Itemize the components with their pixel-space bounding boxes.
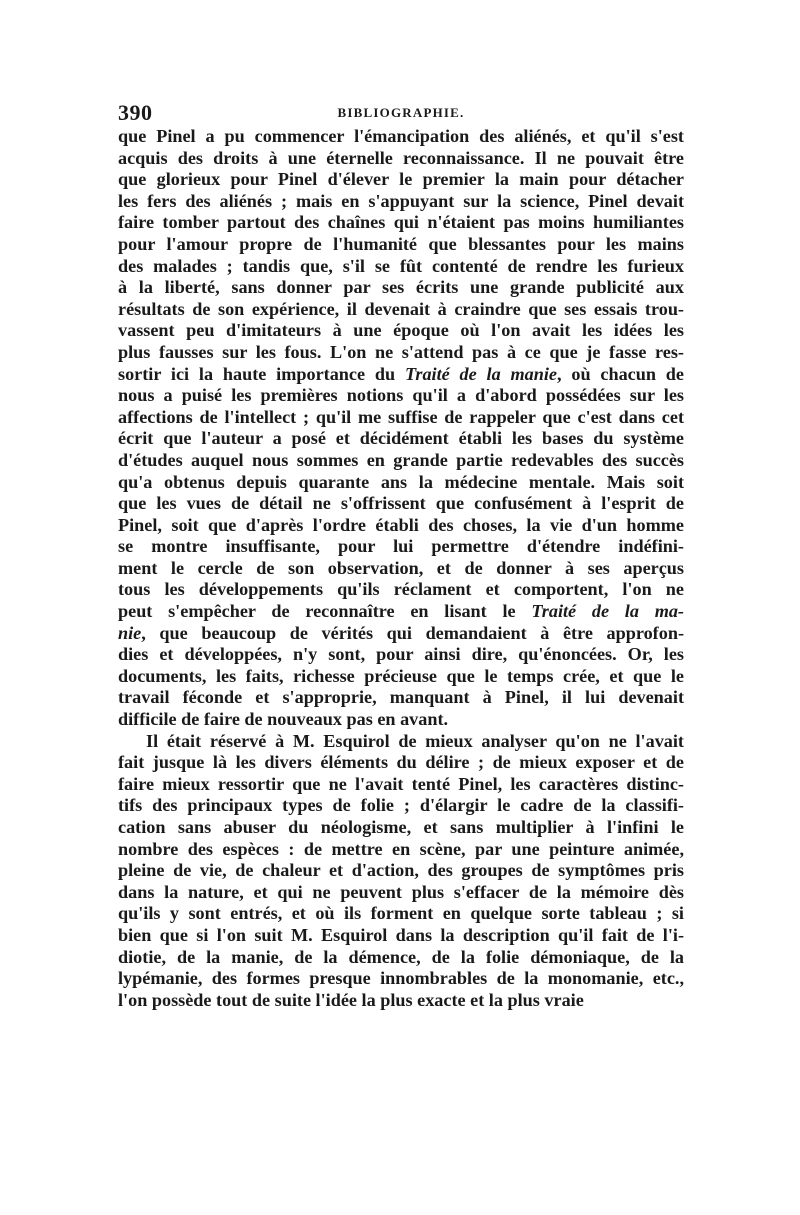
text-line: plus fausses sur les fous. L'on ne s'attend pas à ce que je fasse res- [118,341,684,362]
text-line: nombre des espèces : de mettre en scène, par une peinture animée, [118,838,684,859]
text-line: Pinel, soit que d'après l'ordre établi des choses, la vie d'un homme [118,514,684,535]
text-line: diotie, de la manie, de la démence, de la folie démoniaque, de la [118,946,684,967]
body-text [118,126,684,1011]
text-line: les fers des aliénés ; mais en s'appuyant sur la science, Pinel devait [118,190,684,211]
text-line: peut s'empêcher de reconnaître en lisant le Traité de la ma- [118,601,684,622]
text-line: pour l'amour propre de l'humanité que blessantes pour les mains [118,233,684,254]
text-line: affections de l'intellect ; qu'il me suffise de rappeler que c'est dans cet [118,406,684,427]
text-line: tifs des principaux types de folie ; d'élargir le cadre de la classifi- [118,795,684,816]
text-line: fait jusque là les divers éléments du délire ; de mieux exposer et de [118,752,684,773]
text-line: des malades ; tandis que, s'il se fût contenté de rendre les furieux [118,255,684,276]
text-line: difficile de faire de nouveaux pas en avant. [118,709,449,730]
text-line: tous les développements qu'ils réclament et comportent, l'on ne [118,579,684,600]
text-line: dans la nature, et qui ne peuvent plus s'effacer de la mémoire dès [118,881,684,902]
text-line: que glorieux pour Pinel d'élever le premier la main pour détacher [118,169,684,190]
text-line: l'on possède tout de suite l'idée la plus exacte et la plus vraie [118,989,584,1010]
text-line: cation sans abuser du néologisme, et sans multiplier à l'infini le [118,817,684,837]
text-line: écrit que l'auteur a posé et décidément établi les bases du système [118,428,684,449]
text-line: qu'a obtenus depuis quarante ans la médecine mentale. Mais soit [118,471,684,492]
text-line: bien que si l'on suit M. Esquirol dans la description qu'il fait de l'i- [118,924,684,945]
text-line: que les vues de détail ne s'offrissent que confusément à l'esprit de [118,493,684,514]
page-number: 390 [118,100,153,125]
text-line: acquis des droits à une éternelle reconnaissance. Il ne pouvait être [118,147,684,168]
text-line: ment le cercle de son observation, et de donner à ses aperçus [118,557,684,578]
text-line: se montre insuffisante, pour lui permettre d'étendre indéfini- [118,536,684,557]
text-line: travail féconde et s'approprie, manquant à Pinel, il lui devenait [118,687,684,708]
text-line: à la liberté, sans donner par ses écrits une grande publicité aux [118,277,684,298]
text-line: nous a puisé les premières notions qu'il a d'abord possédées sur les [118,385,684,406]
text-line: résultats de son expérience, il devenait à craindre que ses essais trou- [118,298,684,319]
text-line: dies et développées, n'y sont, pour ainsi dire, qu'énoncées. Or, les [118,644,684,665]
running-head: BIBLIOGRAPHIE. [337,105,465,120]
text-line: sortir ici la haute importance du Traité de la manie, où chacun de [118,363,684,384]
text-line: vassent peu d'imitateurs à une époque où l'on avait les idées les [118,320,684,341]
text-line: qu'ils y sont entrés, et où ils forment en quelque sorte tableau ; si [118,903,684,924]
text-line: pleine de vie, de chaleur et d'action, des groupes de symptômes pris [118,860,684,881]
text-line: documents, les faits, richesse précieuse que le temps crée, et que le [118,665,684,686]
text-line: faire tomber partout des chaînes qui n'étaient pas moins humiliantes [118,212,684,233]
text-line: Il était réservé à M. Esquirol de mieux analyser qu'on ne l'avait [146,730,684,751]
text-line: nie, que beaucoup de vérités qui demandaient à être approfon- [118,622,684,643]
text-line: faire mieux ressortir que ne l'avait tenté Pinel, les caractères distinc- [118,773,684,794]
text-line: que Pinel a pu commencer l'émancipation des aliénés, et qu'il s'est [118,126,684,146]
text-line: d'études auquel nous sommes en grande partie redevables des succès [118,449,684,470]
text-line: lypémanie, des formes presque innombrables de la monomanie, etc., [118,968,684,989]
